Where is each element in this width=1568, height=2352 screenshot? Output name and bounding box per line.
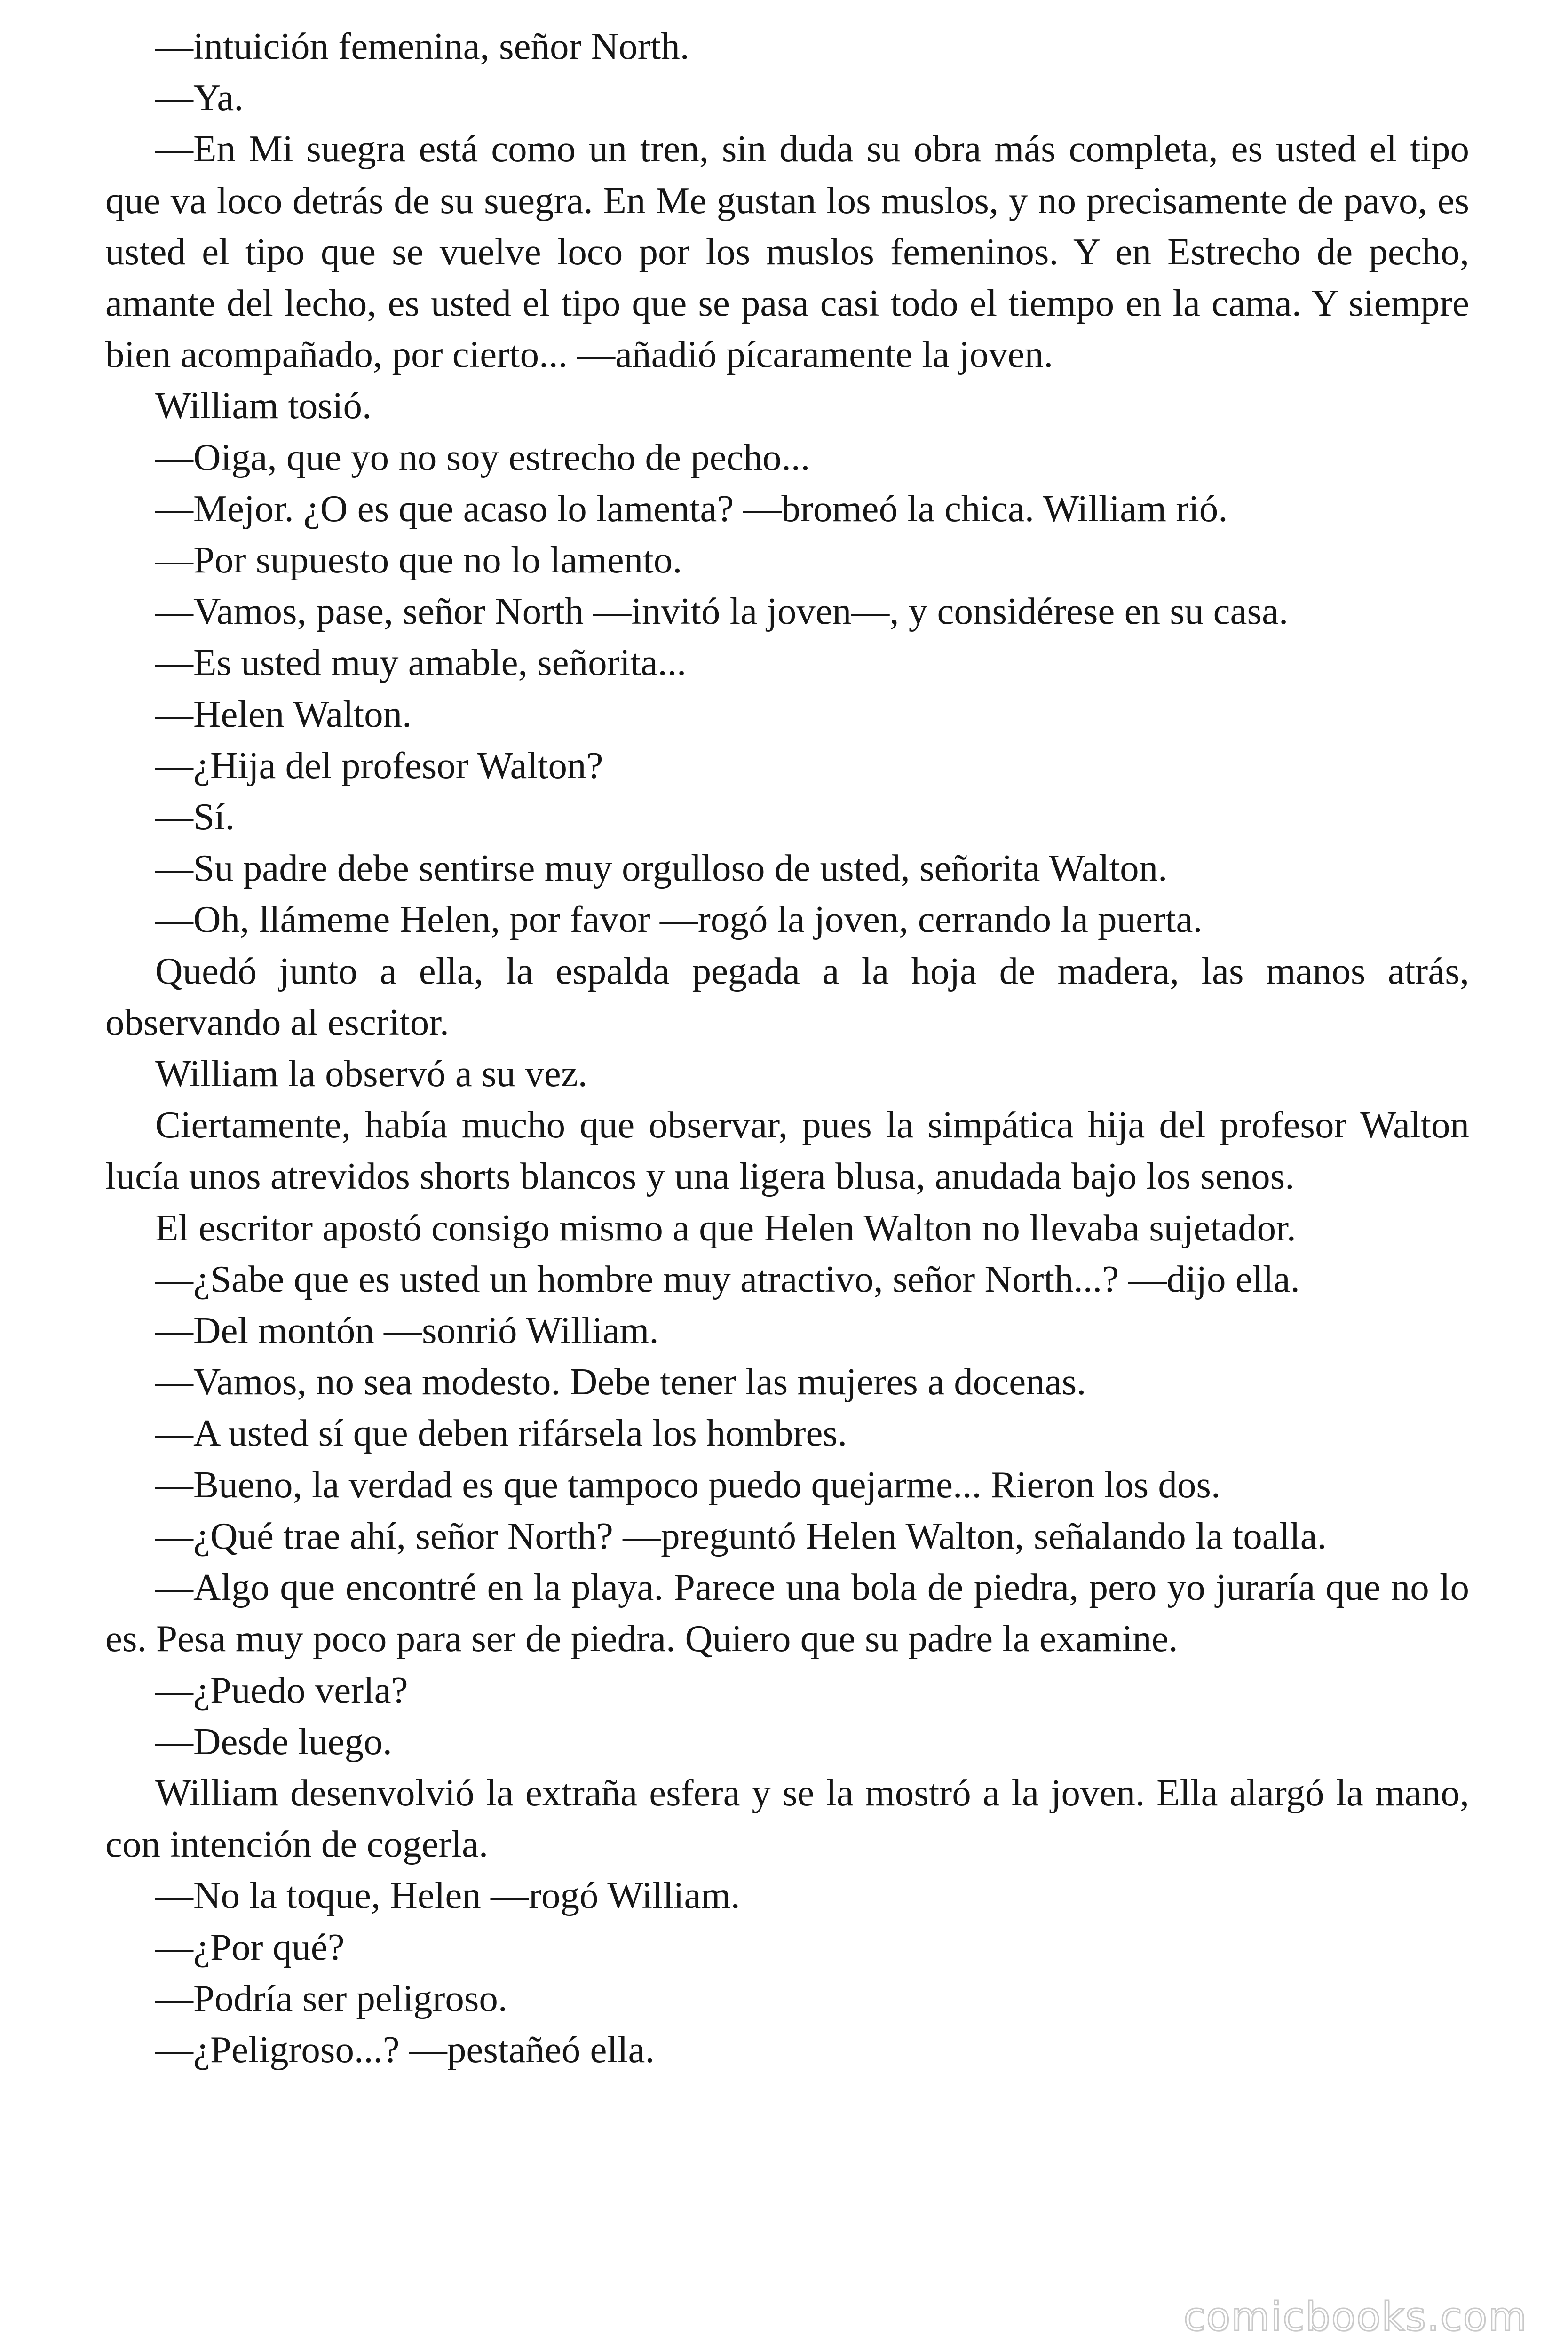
paragraph: Ciertamente, había mucho que observar, pues la simpática hija del profesor Walton lucía unos atrevidos shorts blancos y una ligera blusa, anudada bajo los senos. — [105, 1104, 1469, 1198]
paragraph: —Su padre debe sentirse muy orgulloso de usted, señorita Walton. — [155, 847, 1168, 890]
paragraph: —Oh, llámeme Helen, por favor —rogó la joven, cerrando la puerta. — [155, 898, 1203, 941]
paragraph: —Desde luego. — [155, 1720, 392, 1763]
paragraph: El escritor apostó consigo mismo a que Helen Walton no llevaba sujetador. — [155, 1206, 1296, 1249]
paragraph: —¿Peligroso...? —pestañeó ella. — [155, 2028, 655, 2071]
body-text — [105, 21, 1469, 2075]
paragraph: —Sí. — [155, 795, 235, 838]
paragraph: —Helen Walton. — [155, 692, 412, 735]
paragraph: —intuición femenina, señor North. — [155, 25, 689, 67]
paragraph: —¿Qué trae ahí, señor North? —preguntó Helen Walton, señalando la toalla. — [155, 1514, 1327, 1557]
paragraph: Quedó junto a ella, la espalda pegada a la hoja de madera, las manos atrás, observando al escritor. — [105, 949, 1469, 1043]
paragraph: —Del montón —sonrió William. — [155, 1309, 659, 1352]
paragraph: —¿Puedo verla? — [155, 1669, 408, 1711]
paragraph: —¿Hija del profesor Walton? — [155, 744, 603, 787]
paragraph: —No la toque, Helen —rogó William. — [155, 1874, 740, 1917]
paragraph: William desenvolvió la extraña esfera y se la mostró a la joven. Ella alargó la mano, con intención de cogerla. — [105, 1771, 1469, 1866]
paragraph: —Por supuesto que no lo lamento. — [155, 539, 682, 581]
paragraph: —Oiga, que yo no soy estrecho de pecho... — [155, 436, 810, 478]
paragraph: William la observó a su vez. — [155, 1052, 587, 1095]
watermark: comicbooks.com — [1183, 2294, 1528, 2340]
paragraph: —Vamos, no sea modesto. Debe tener las mujeres a docenas. — [155, 1360, 1086, 1403]
paragraph: —Podría ser peligroso. — [155, 1977, 508, 2019]
paragraph: —Vamos, pase, señor North —invitó la joven—, y considérese en su casa. — [155, 590, 1289, 633]
paragraph: —¿Por qué? — [155, 1925, 345, 1968]
paragraph: —A usted sí que deben rifársela los hombres. — [155, 1412, 847, 1454]
paragraph: —Bueno, la verdad es que tampoco puedo quejarme... Rieron los dos. — [155, 1463, 1221, 1506]
paragraph: —Ya. — [155, 76, 244, 119]
paragraph: —¿Sabe que es usted un hombre muy atractivo, señor North...? —dijo ella. — [155, 1257, 1300, 1300]
paragraph: —En Mi suegra está como un tren, sin duda su obra más completa, es usted el tipo que va loco detrás de su suegra. En Me gustan los muslos, y no precisamente de pavo, es usted el tipo que se vuelve loco por los muslos femeninos. Y en Estrecho de pecho, amante del lecho, es usted el tipo que se pasa casi todo el tiempo en la cama. Y siempre bien acompañado, por cierto... —añadió pícaramente la joven. — [105, 127, 1469, 376]
paragraph: William tosió. — [155, 384, 372, 427]
paragraph: —Es usted muy amable, señorita... — [155, 641, 687, 684]
paragraph: —Algo que encontré en la playa. Parece una bola de piedra, pero yo juraría que no lo es. Pesa muy poco para ser de piedra. Quiero que su padre la examine. — [105, 1566, 1469, 1660]
paragraph: —Mejor. ¿O es que acaso lo lamenta? —bromeó la chica. William rió. — [155, 487, 1228, 530]
